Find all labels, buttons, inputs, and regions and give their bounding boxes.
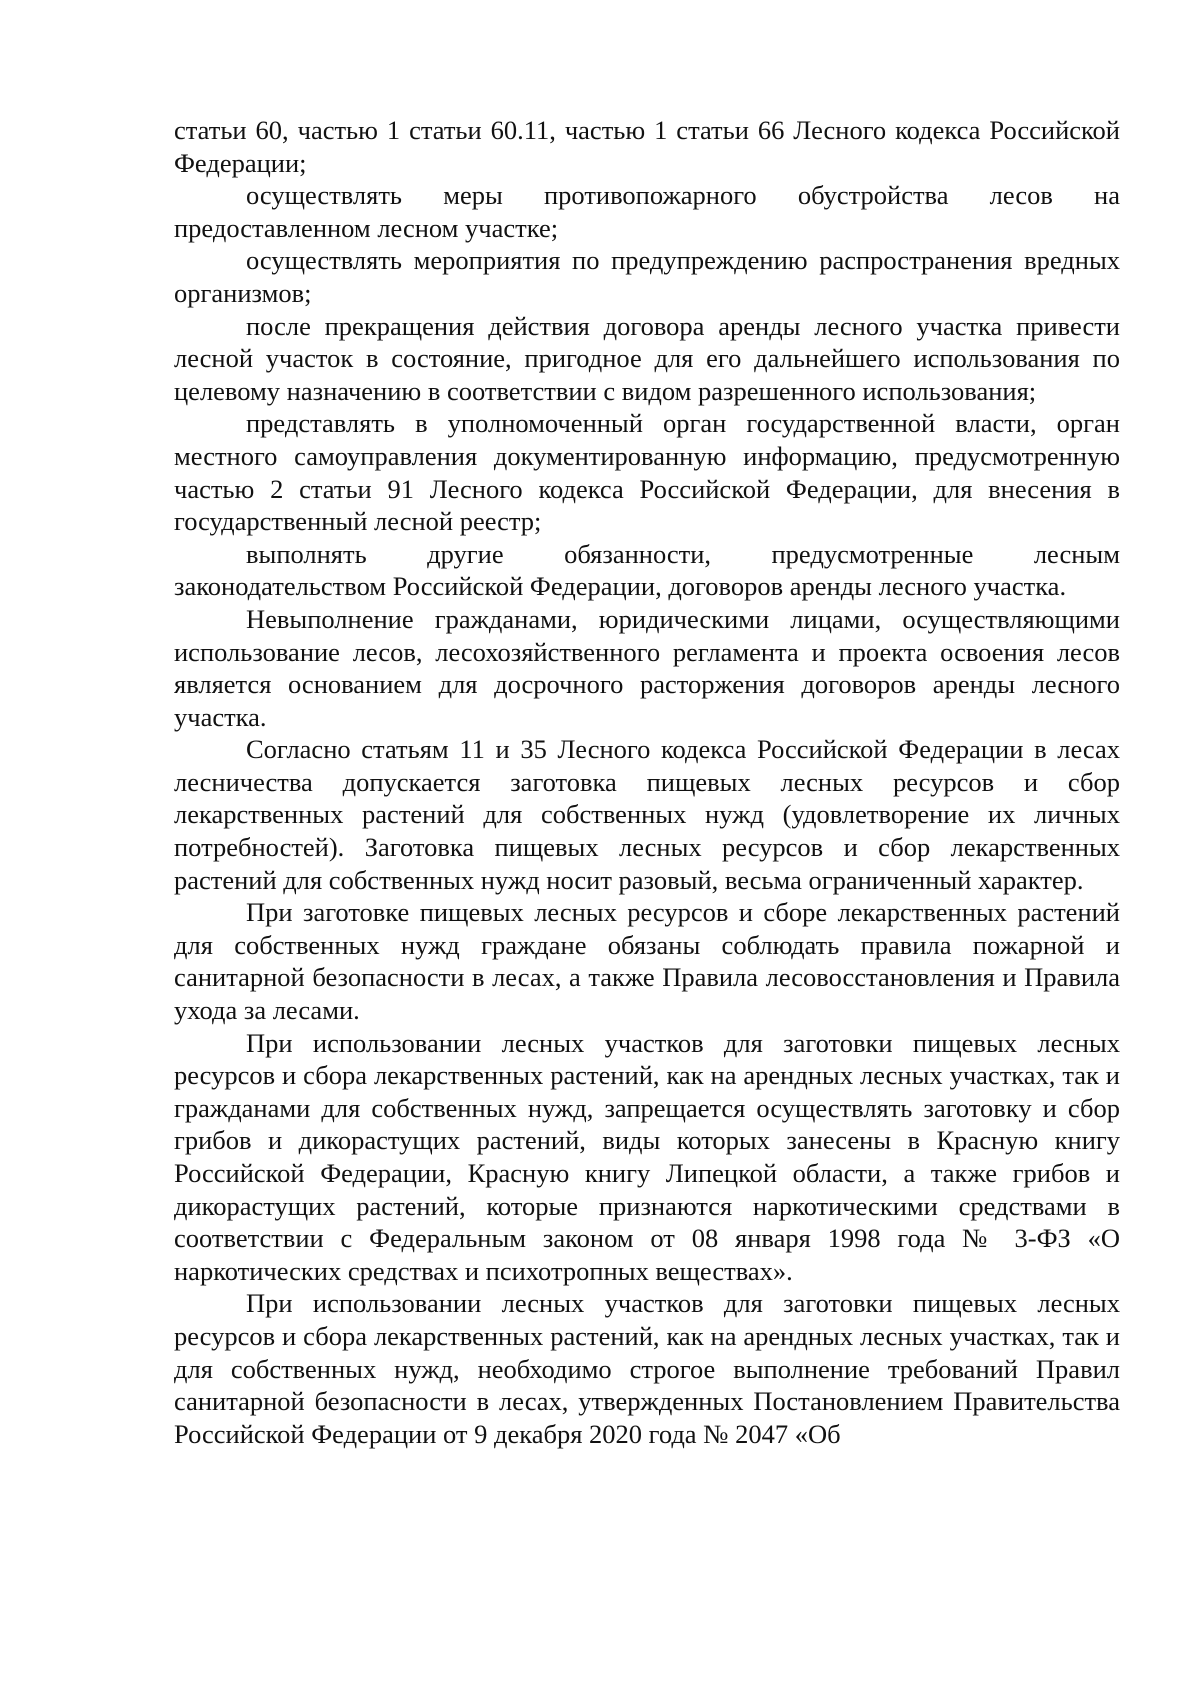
paragraph-sanitary-rules: При использовании лесных участков для заготовки пищевых лесных ресурсов и сбора лекарственных растений, как на арендных лесных участках, так и для собственных нужд, необходимо строгое выполнение требований Правил санитарной безопасности в лесах, утвержденных Постановлением Правительства Российской Федерации от 9 декабря 2020 года № 2047 «Об [174,1288,1120,1449]
document-page [174,114,1120,1450]
paragraph-food-resources: Согласно статьям 11 и 35 Лесного кодекса Российской Федерации в лесах лесничества допускается заготовка пищевых лесных ресурсов и сбор лекарственных растений для собственных нужд (удовлетворение их личных потребностей). Заготовка пищевых лесных ресурсов и сбор лекарственных растений для собственных нужд носит разовый, весьма ограниченный характер. [174,734,1120,895]
paragraph-other-obligations: выполнять другие обязанности, предусмотренные лесным законодательством Российской Федерации, договоров аренды лесного участка. [174,538,1120,602]
paragraph-fire-prevention: осуществлять меры противопожарного обустройства лесов на предоставленном лесном участке; [174,180,1120,243]
paragraph-harvest-rules: При заготовке пищевых лесных ресурсов и сборе лекарственных растений для собственных нужд граждане обязаны соблюдать правила пожарной и санитарной безопасности в лесах, а также Правила лесовосстановления и Правила ухода за лесами. [174,897,1120,1026]
paragraph-pest-prevention: осуществлять мероприятия по предупреждению распространения вредных организмов; [174,245,1120,308]
paragraph-non-compliance: Невыполнение гражданами, юридическими лицами, осуществляющими использование лесов, лесохозяйственного регламента и проекта освоения лесов является основанием для досрочного расторжения договоров аренды лесного участка. [174,603,1120,732]
paragraph-information-reporting: представлять в уполномоченный орган государственной власти, орган местного самоуправления документированную информацию, предусмотренную частью 2 статьи 91 Лесного кодекса Российской Федерации, для внесения в государственный лесной реестр; [174,408,1120,537]
paragraph-red-book-prohibition: При использовании лесных участков для заготовки пищевых лесных ресурсов и сбора лекарственных растений, как на арендных лесных участках, так и гражданами для собственных нужд, запрещается осуществлять заготовку и сбор грибов и дикорастущих растений, виды которых занесены в Красную книгу Российской Федерации, Красную книгу Липецкой области, а также грибов и дикорастущих растений, которые признаются наркотическими средствами в соответствии с Федеральным законом от 08 января 1998 года № 3-ФЗ «О наркотических средствах и психотропных веществах». [174,1027,1120,1286]
paragraph-lease-termination: после прекращения действия договора аренды лесного участка привести лесной участок в состояние, пригодное для его дальнейшего использования по целевому назначению в соответствии с видом разрешенного использования; [174,310,1120,406]
paragraph-continuation: статьи 60, частью 1 статьи 60.11, частью 1 статьи 66 Лесного кодекса Российской Федерации; [174,115,1120,178]
